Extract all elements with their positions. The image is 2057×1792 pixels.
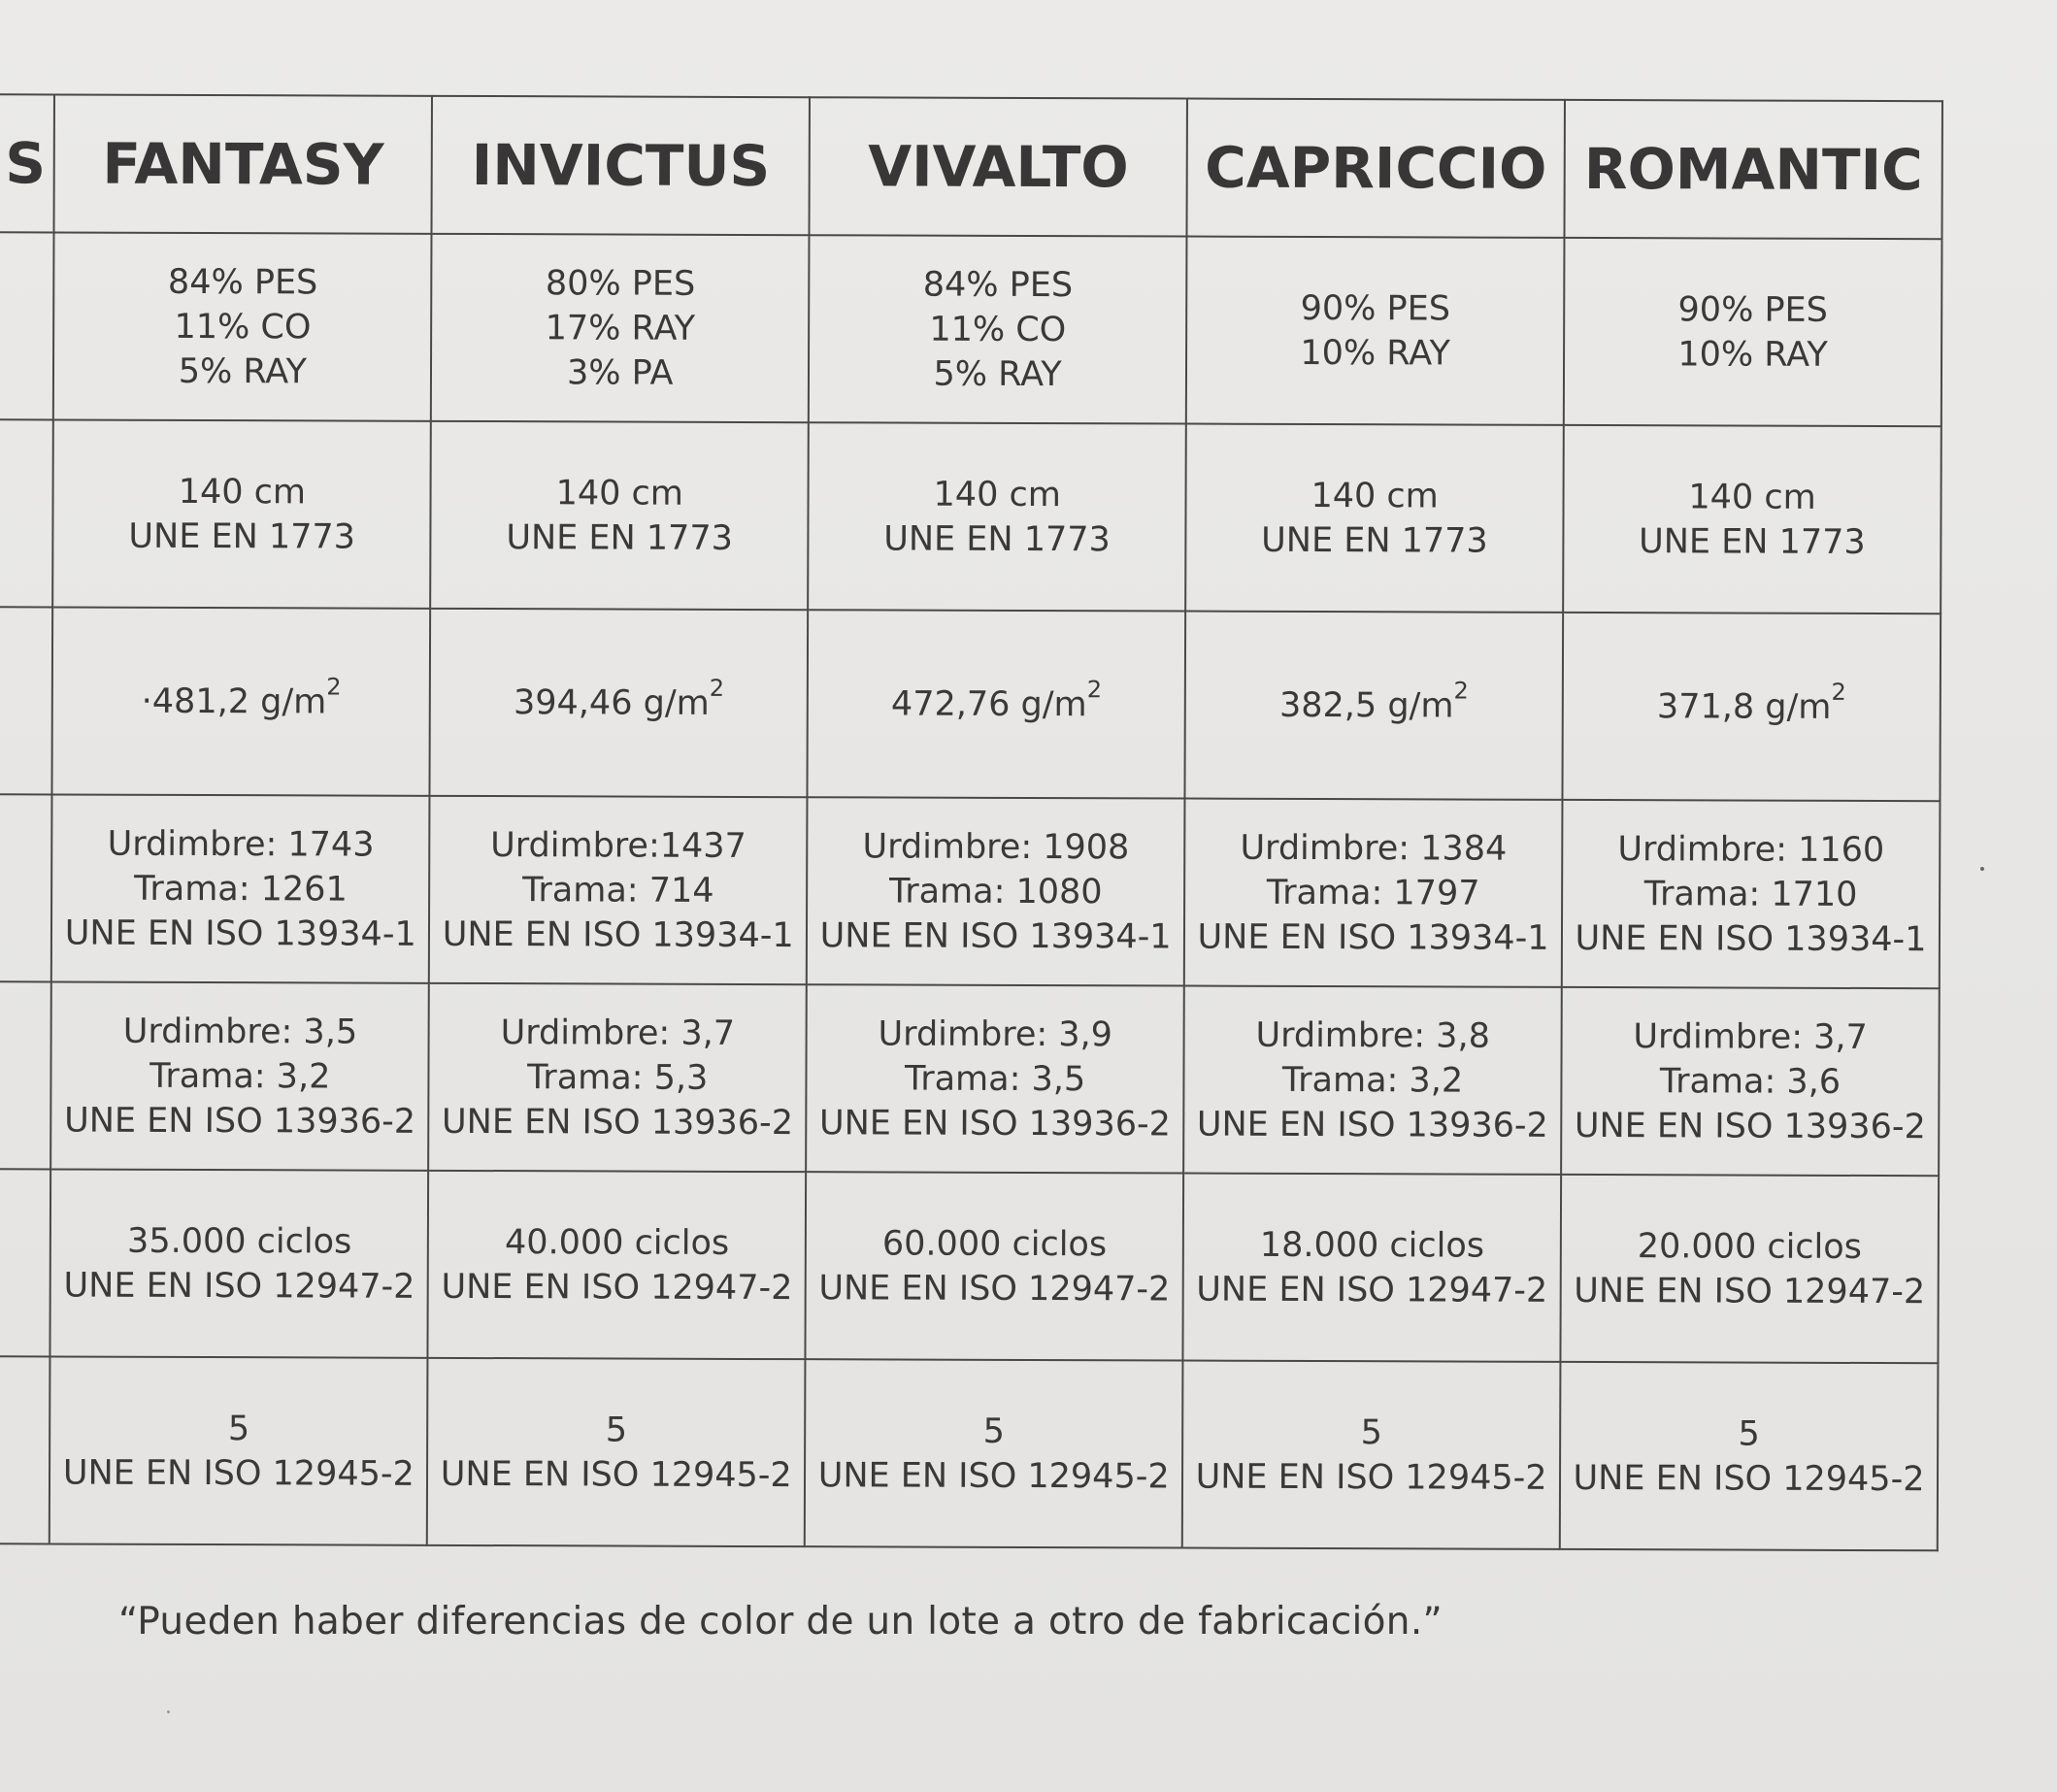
cell-line: 5% RAY — [933, 354, 1062, 394]
table-cell — [431, 234, 810, 422]
column-header-invictus: INVICTUS — [432, 96, 810, 235]
table-row-weight — [0, 607, 1941, 801]
weight-number: 394,46 — [513, 682, 633, 723]
cell-line: 11% CO — [929, 310, 1067, 349]
cell-line: Trama: 3,2 — [149, 1056, 331, 1096]
cell-line: 18.000 ciclos — [1259, 1225, 1485, 1266]
cell-line: UNE EN ISO 13934-1 — [1575, 918, 1927, 959]
weight-unit: g/m — [1387, 685, 1454, 726]
table-cell — [427, 1358, 806, 1546]
cell-line: UNE EN ISO 13934-1 — [64, 913, 416, 954]
table-cell — [1560, 1362, 1939, 1550]
table-row-abrasion — [0, 1169, 1939, 1363]
table-cell — [1563, 613, 1941, 801]
table-cell — [806, 984, 1184, 1173]
row-label-cell — [0, 981, 51, 1169]
cell-line: 5 — [1360, 1412, 1382, 1452]
cell-line: Urdimbre: 1908 — [862, 826, 1130, 867]
cell-line: UNE EN ISO 13934-1 — [819, 915, 1172, 956]
cell-line: 17% RAY — [545, 308, 696, 348]
weight-number: 472,76 — [890, 683, 1011, 724]
cell-line: 84% PES — [167, 262, 318, 302]
table-row-seam-slippage — [0, 981, 1940, 1176]
fabric-spec-table — [0, 93, 1943, 1551]
table-cell — [1562, 800, 1941, 988]
cell-line: UNE EN 1773 — [1261, 520, 1488, 561]
cell-line: 10% RAY — [1677, 334, 1828, 375]
cell-line: UNE EN ISO 12945-2 — [440, 1454, 792, 1495]
cell-line: Trama: 1710 — [1643, 874, 1858, 914]
unit-exponent: 2 — [709, 674, 725, 702]
header-row — [0, 94, 1942, 239]
table-cell — [51, 794, 430, 982]
cell-line: UNE EN ISO 12945-2 — [1195, 1457, 1547, 1498]
cell-line: Urdimbre: 3,5 — [122, 1012, 358, 1052]
cell-line: UNE EN ISO 13934-1 — [442, 914, 794, 955]
cell-line: Urdimbre: 1743 — [107, 824, 375, 865]
weight-value — [437, 674, 801, 725]
cell-line: 90% PES — [1300, 288, 1451, 328]
cell-line: Trama: 1261 — [134, 869, 348, 910]
cell-line: Trama: 3,5 — [904, 1059, 1086, 1099]
cell-line: UNE EN ISO 12947-2 — [1196, 1270, 1548, 1311]
weight-number: 382,5 — [1278, 685, 1377, 725]
cell-line: UNE EN ISO 12947-2 — [63, 1266, 415, 1307]
cell-line: 3% PA — [566, 352, 674, 393]
cell-line: Urdimbre: 3,7 — [1633, 1016, 1868, 1057]
cell-line: 35.000 ciclos — [127, 1221, 352, 1262]
cell-line: 140 cm — [555, 473, 684, 514]
cell-line: Urdimbre: 3,9 — [878, 1013, 1113, 1054]
table-cell — [429, 796, 808, 984]
cell-line: UNE EN 1773 — [128, 516, 356, 557]
weight-number: 371,8 — [1656, 686, 1755, 727]
table-cell — [50, 1356, 428, 1544]
table-cell — [805, 1359, 1183, 1547]
cell-line: UNE EN ISO 12947-2 — [441, 1267, 793, 1308]
cell-line: UNE EN ISO 12945-2 — [817, 1455, 1170, 1496]
cell-line: 5 — [1738, 1414, 1760, 1454]
row-label-cell — [0, 607, 53, 794]
weight-value — [1192, 677, 1556, 728]
cell-line: 140 cm — [933, 475, 1061, 514]
cell-line: Trama: 3,6 — [1659, 1061, 1841, 1102]
table-cell — [1185, 612, 1564, 800]
row-label-cell — [0, 1169, 50, 1356]
table-cell — [1184, 799, 1563, 987]
table-cell — [53, 419, 432, 608]
table-cell — [50, 981, 429, 1170]
cell-line: UNE EN ISO 12945-2 — [1573, 1458, 1925, 1499]
cell-line: 40.000 ciclos — [504, 1222, 730, 1263]
table-row-width — [0, 419, 1941, 614]
row-label-cell — [0, 419, 53, 607]
table-cell — [53, 232, 432, 420]
table-cell — [50, 1169, 429, 1357]
cell-line: Urdimbre: 3,8 — [1255, 1015, 1490, 1056]
table-cell — [808, 610, 1186, 798]
scan-speck — [1980, 867, 1984, 871]
cell-line: 60.000 ciclos — [881, 1223, 1108, 1264]
column-header-vivalto: VIVALTO — [810, 97, 1187, 236]
table-cell — [430, 421, 809, 610]
weight-unit: g/m — [260, 681, 327, 721]
table-row-composition — [0, 232, 1941, 426]
cell-line: UNE EN 1773 — [1639, 521, 1866, 562]
cell-line: UNE EN ISO 12945-2 — [62, 1453, 415, 1494]
weight-unit: g/m — [1765, 687, 1832, 727]
table-cell — [1564, 238, 1942, 426]
table-cell — [1182, 1361, 1561, 1549]
cell-line: 10% RAY — [1300, 333, 1450, 373]
lead-header-cell: S — [0, 94, 54, 232]
table-row-tear-strength — [0, 794, 1940, 988]
cell-line: UNE EN ISO 13936-2 — [64, 1101, 416, 1142]
cell-line: 11% CO — [174, 307, 312, 347]
table-cell — [428, 1171, 807, 1359]
weight-unit: g/m — [643, 683, 710, 723]
cell-line: UNE EN ISO 13936-2 — [442, 1102, 794, 1143]
footnote: “Pueden haber diferencias de color de un lote a otro de fabricación.” — [118, 1600, 1443, 1643]
table-cell — [1183, 1174, 1562, 1362]
cell-line: 20.000 ciclos — [1637, 1226, 1863, 1267]
cell-line: UNE EN 1773 — [506, 517, 733, 558]
cell-line: UNE EN ISO 12947-2 — [1574, 1271, 1926, 1311]
table-row-pilling — [0, 1356, 1938, 1550]
cell-line: 84% PES — [922, 265, 1074, 305]
cell-line: Trama: 5,3 — [527, 1057, 709, 1098]
table-cell — [430, 609, 809, 797]
column-header-fantasy: FANTASY — [54, 94, 432, 233]
cell-line: 140 cm — [178, 472, 307, 512]
cell-line: 140 cm — [1311, 476, 1439, 515]
table-cell — [809, 235, 1187, 423]
cell-line: Urdimbre:1437 — [490, 825, 746, 866]
cell-line: UNE EN ISO 13934-1 — [1197, 917, 1549, 958]
table-cell — [428, 983, 807, 1172]
table-cell — [1560, 1175, 1939, 1363]
row-label-cell — [0, 232, 54, 419]
row-label-cell — [0, 1356, 50, 1543]
table-cell — [808, 422, 1186, 611]
cell-line: 5 — [605, 1410, 628, 1450]
weight-number: ·481,2 — [141, 681, 250, 721]
table-body — [0, 232, 1941, 1550]
table-cell — [807, 797, 1185, 985]
cell-line: Urdimbre: 3,7 — [500, 1012, 736, 1053]
cell-line: Trama: 714 — [522, 870, 714, 911]
cell-line: Trama: 1797 — [1266, 873, 1480, 913]
table-cell — [1183, 986, 1562, 1175]
weight-value — [59, 673, 423, 724]
column-header-romantic: ROMANTIC — [1565, 100, 1942, 239]
row-label-cell — [0, 794, 52, 981]
weight-unit: g/m — [1020, 684, 1087, 724]
unit-exponent: 2 — [1453, 677, 1469, 705]
cell-line: UNE EN 1773 — [883, 518, 1111, 559]
unit-exponent: 2 — [1831, 678, 1846, 706]
cell-line: Urdimbre: 1160 — [1617, 829, 1885, 870]
weight-value — [1570, 678, 1934, 729]
weight-value — [814, 676, 1178, 727]
table-cell — [52, 607, 431, 795]
cell-line: UNE EN ISO 13936-2 — [818, 1103, 1171, 1144]
table-cell — [806, 1172, 1184, 1360]
column-header-capriccio: CAPRICCIO — [1187, 99, 1565, 238]
unit-exponent: 2 — [1086, 676, 1103, 704]
unit-exponent: 2 — [326, 673, 342, 701]
cell-line: Trama: 3,2 — [1281, 1060, 1464, 1101]
cell-line: 90% PES — [1677, 289, 1829, 330]
cell-line: UNE EN ISO 13936-2 — [1196, 1105, 1548, 1145]
table-cell — [1563, 425, 1941, 614]
table-cell — [1561, 987, 1940, 1176]
table-cell — [1186, 237, 1565, 425]
table-cell — [1185, 424, 1564, 613]
cell-line: 5 — [982, 1411, 1006, 1451]
cell-line: UNE EN ISO 13936-2 — [1574, 1106, 1926, 1146]
cell-line: 80% PES — [545, 263, 696, 304]
cell-line: 140 cm — [1688, 477, 1816, 517]
cell-line: 5% RAY — [178, 351, 307, 391]
scan-speck — [167, 1710, 170, 1713]
cell-line: 5 — [227, 1409, 250, 1448]
cell-line: Trama: 1080 — [888, 871, 1103, 912]
cell-line: UNE EN ISO 12947-2 — [818, 1268, 1171, 1309]
cell-line: Urdimbre: 1384 — [1240, 828, 1508, 869]
